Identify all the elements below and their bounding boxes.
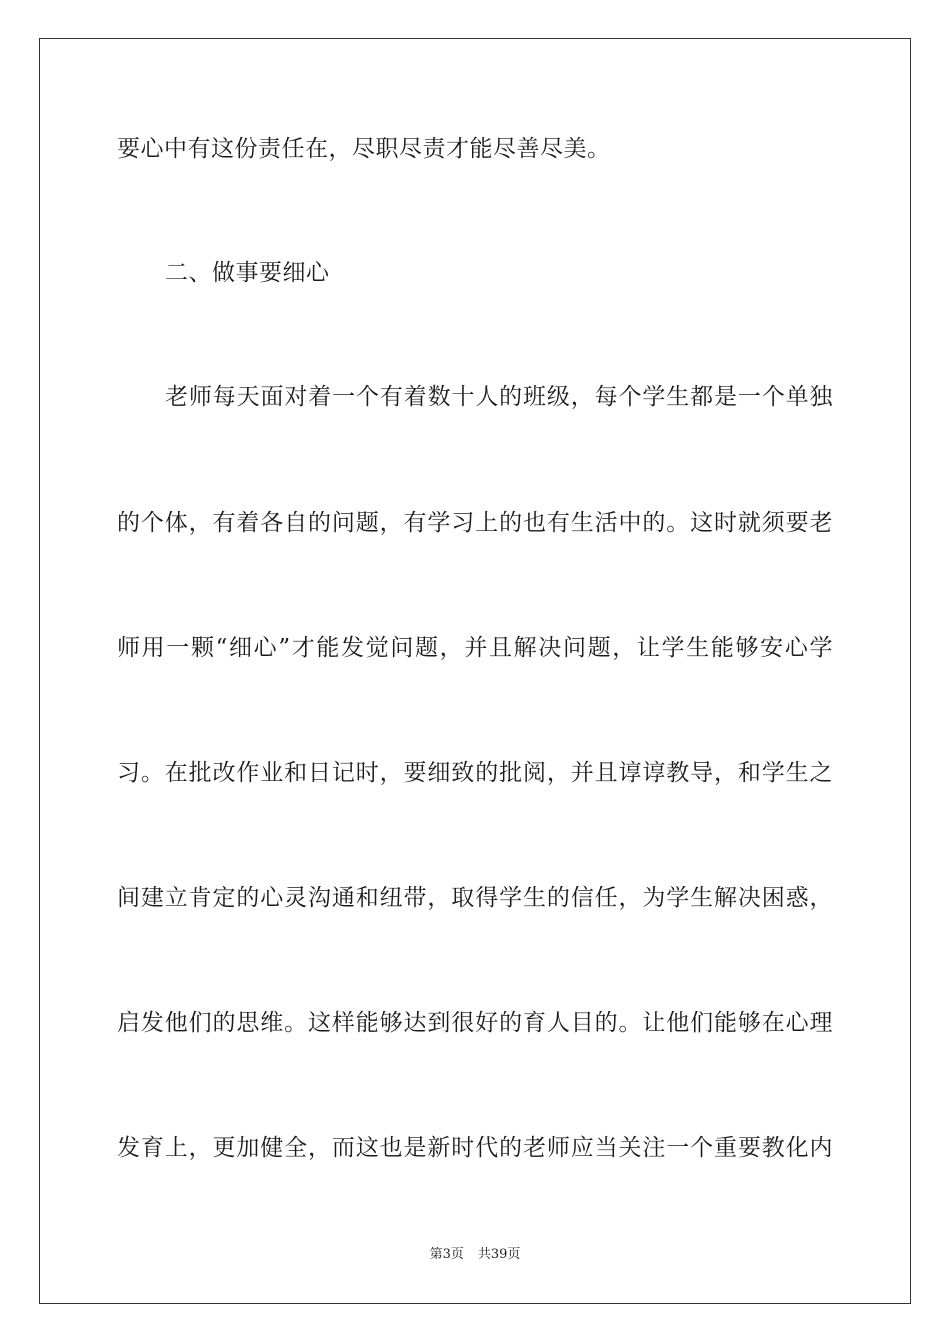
page-total: 共39页: [477, 1247, 521, 1262]
page-footer: [0, 1246, 950, 1264]
paragraph-line-1: 要心中有这份责任在，尽职尽责才能尽善尽美。: [117, 136, 611, 162]
paragraph-line-8: 启发他们的思维。这样能够达到很好的育人目的。让他们能够在心理: [117, 1010, 833, 1036]
page-border: [39, 38, 911, 1304]
page-number: 第3页: [429, 1247, 464, 1262]
paragraph-line-3: 老师每天面对着一个有着数十人的班级，每个学生都是一个单独: [165, 384, 833, 410]
paragraph-line-9: 发育上，更加健全，而这也是新时代的老师应当关注一个重要教化内: [117, 1135, 833, 1161]
paragraph-line-6: 习。在批改作业和日记时，要细致的批阅，并且谆谆教导，和学生之: [117, 760, 833, 786]
paragraph-line-5: 师用一颗“细心”才能发觉问题，并且解决问题，让学生能够安心学: [117, 635, 833, 661]
paragraph-line-4: 的个体，有着各自的问题，有学习上的也有生活中的。这时就须要老: [117, 510, 833, 536]
section-heading: 二、做事要细心: [165, 260, 330, 286]
paragraph-line-7: 间建立肯定的心灵沟通和纽带，取得学生的信任，为学生解决困惑，: [117, 885, 833, 911]
